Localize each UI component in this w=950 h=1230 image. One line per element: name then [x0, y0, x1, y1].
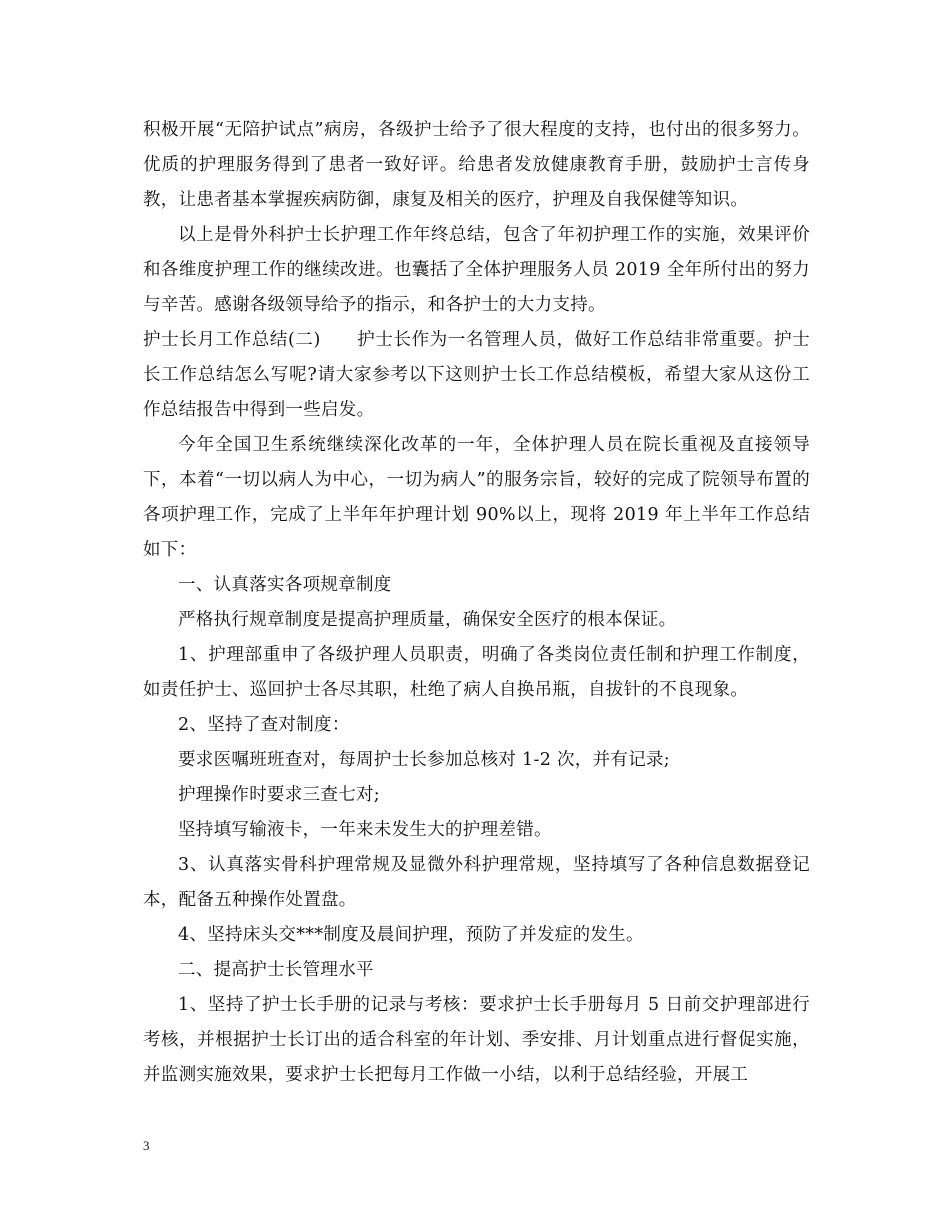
paragraph-6: 严格执行规章制度是提高护理质量，确保安全医疗的根本保证。 [178, 610, 677, 630]
section-heading-2: 二、提高护士长管理水平 [178, 960, 374, 980]
document-body [143, 113, 810, 1093]
paragraph-4: 今年全国卫生系统继续深化改革的一年，全体护理人员在院长重视及直接领导下，本着“一切以病人为中心，一切为病人”的服务宗旨，较好的完成了院领导布置的各项护理工作，完成了上半年年护理计划 90%以上，现将 2019 年上半年工作总结如下： [143, 435, 810, 560]
paragraph-13: 4、坚持床头交***制度及晨间护理，预防了并发症的发生。 [178, 925, 644, 945]
paragraph-7: 1、护理部重申了各级护理人员职责，明确了各类岗位责任制和护理工作制度，如责任护士、巡回护士各尽其职，杜绝了病人自换吊瓶，自拔针的不良现象。 [143, 645, 810, 700]
paragraph-9: 要求医嘱班班查对，每周护士长参加总核对 1-2 次，并有记录; [178, 750, 671, 770]
paragraph-11: 坚持填写输液卡，一年来未发生大的护理差错。 [178, 820, 552, 840]
paragraph-3: 护士长月工作总结(二) 护士长作为一名管理人员，做好工作总结非常重要。护士长工作总结怎么写呢?请大家参考以下这则护士长工作总结模板，希望大家从这份工作总结报告中得到一些启发。 [143, 330, 810, 420]
paragraph-15: 1、坚持了护士长手册的记录与考核：要求护士长手册每月 5 日前交护理部进行考核，并根据护士长订出的适合科室的年计划、季安排、月计划重点进行督促实施，并监测实施效果，要求护士长把每月工作做一小结，以利于总结经验，开展工 [143, 995, 810, 1085]
paragraph-10: 护理操作时要求三查七对; [178, 785, 380, 805]
paragraph-8: 2、坚持了查对制度： [178, 715, 350, 735]
page-number: 3 [143, 1138, 150, 1153]
paragraph-12: 3、认真落实骨科护理常规及显微外科护理常规，坚持填写了各种信息数据登记本，配备五种操作处置盘。 [143, 855, 810, 910]
paragraph-1: 积极开展“无陪护试点”病房，各级护士给予了很大程度的支持，也付出的很多努力。优质的护理服务得到了患者一致好评。给患者发放健康教育手册，鼓励护士言传身教，让患者基本掌握疾病防御，康复及相关的医疗，护理及自我保健等知识。 [143, 120, 810, 210]
section-heading-1: 一、认真落实各项规章制度 [178, 575, 392, 595]
paragraph-2: 以上是骨外科护士长护理工作年终总结，包含了年初护理工作的实施，效果评价和各维度护理工作的继续改进。也囊括了全体护理服务人员 2019 全年所付出的努力与辛苦。感谢各级领导给予的指示，和各护士的大力支持。 [143, 225, 810, 315]
